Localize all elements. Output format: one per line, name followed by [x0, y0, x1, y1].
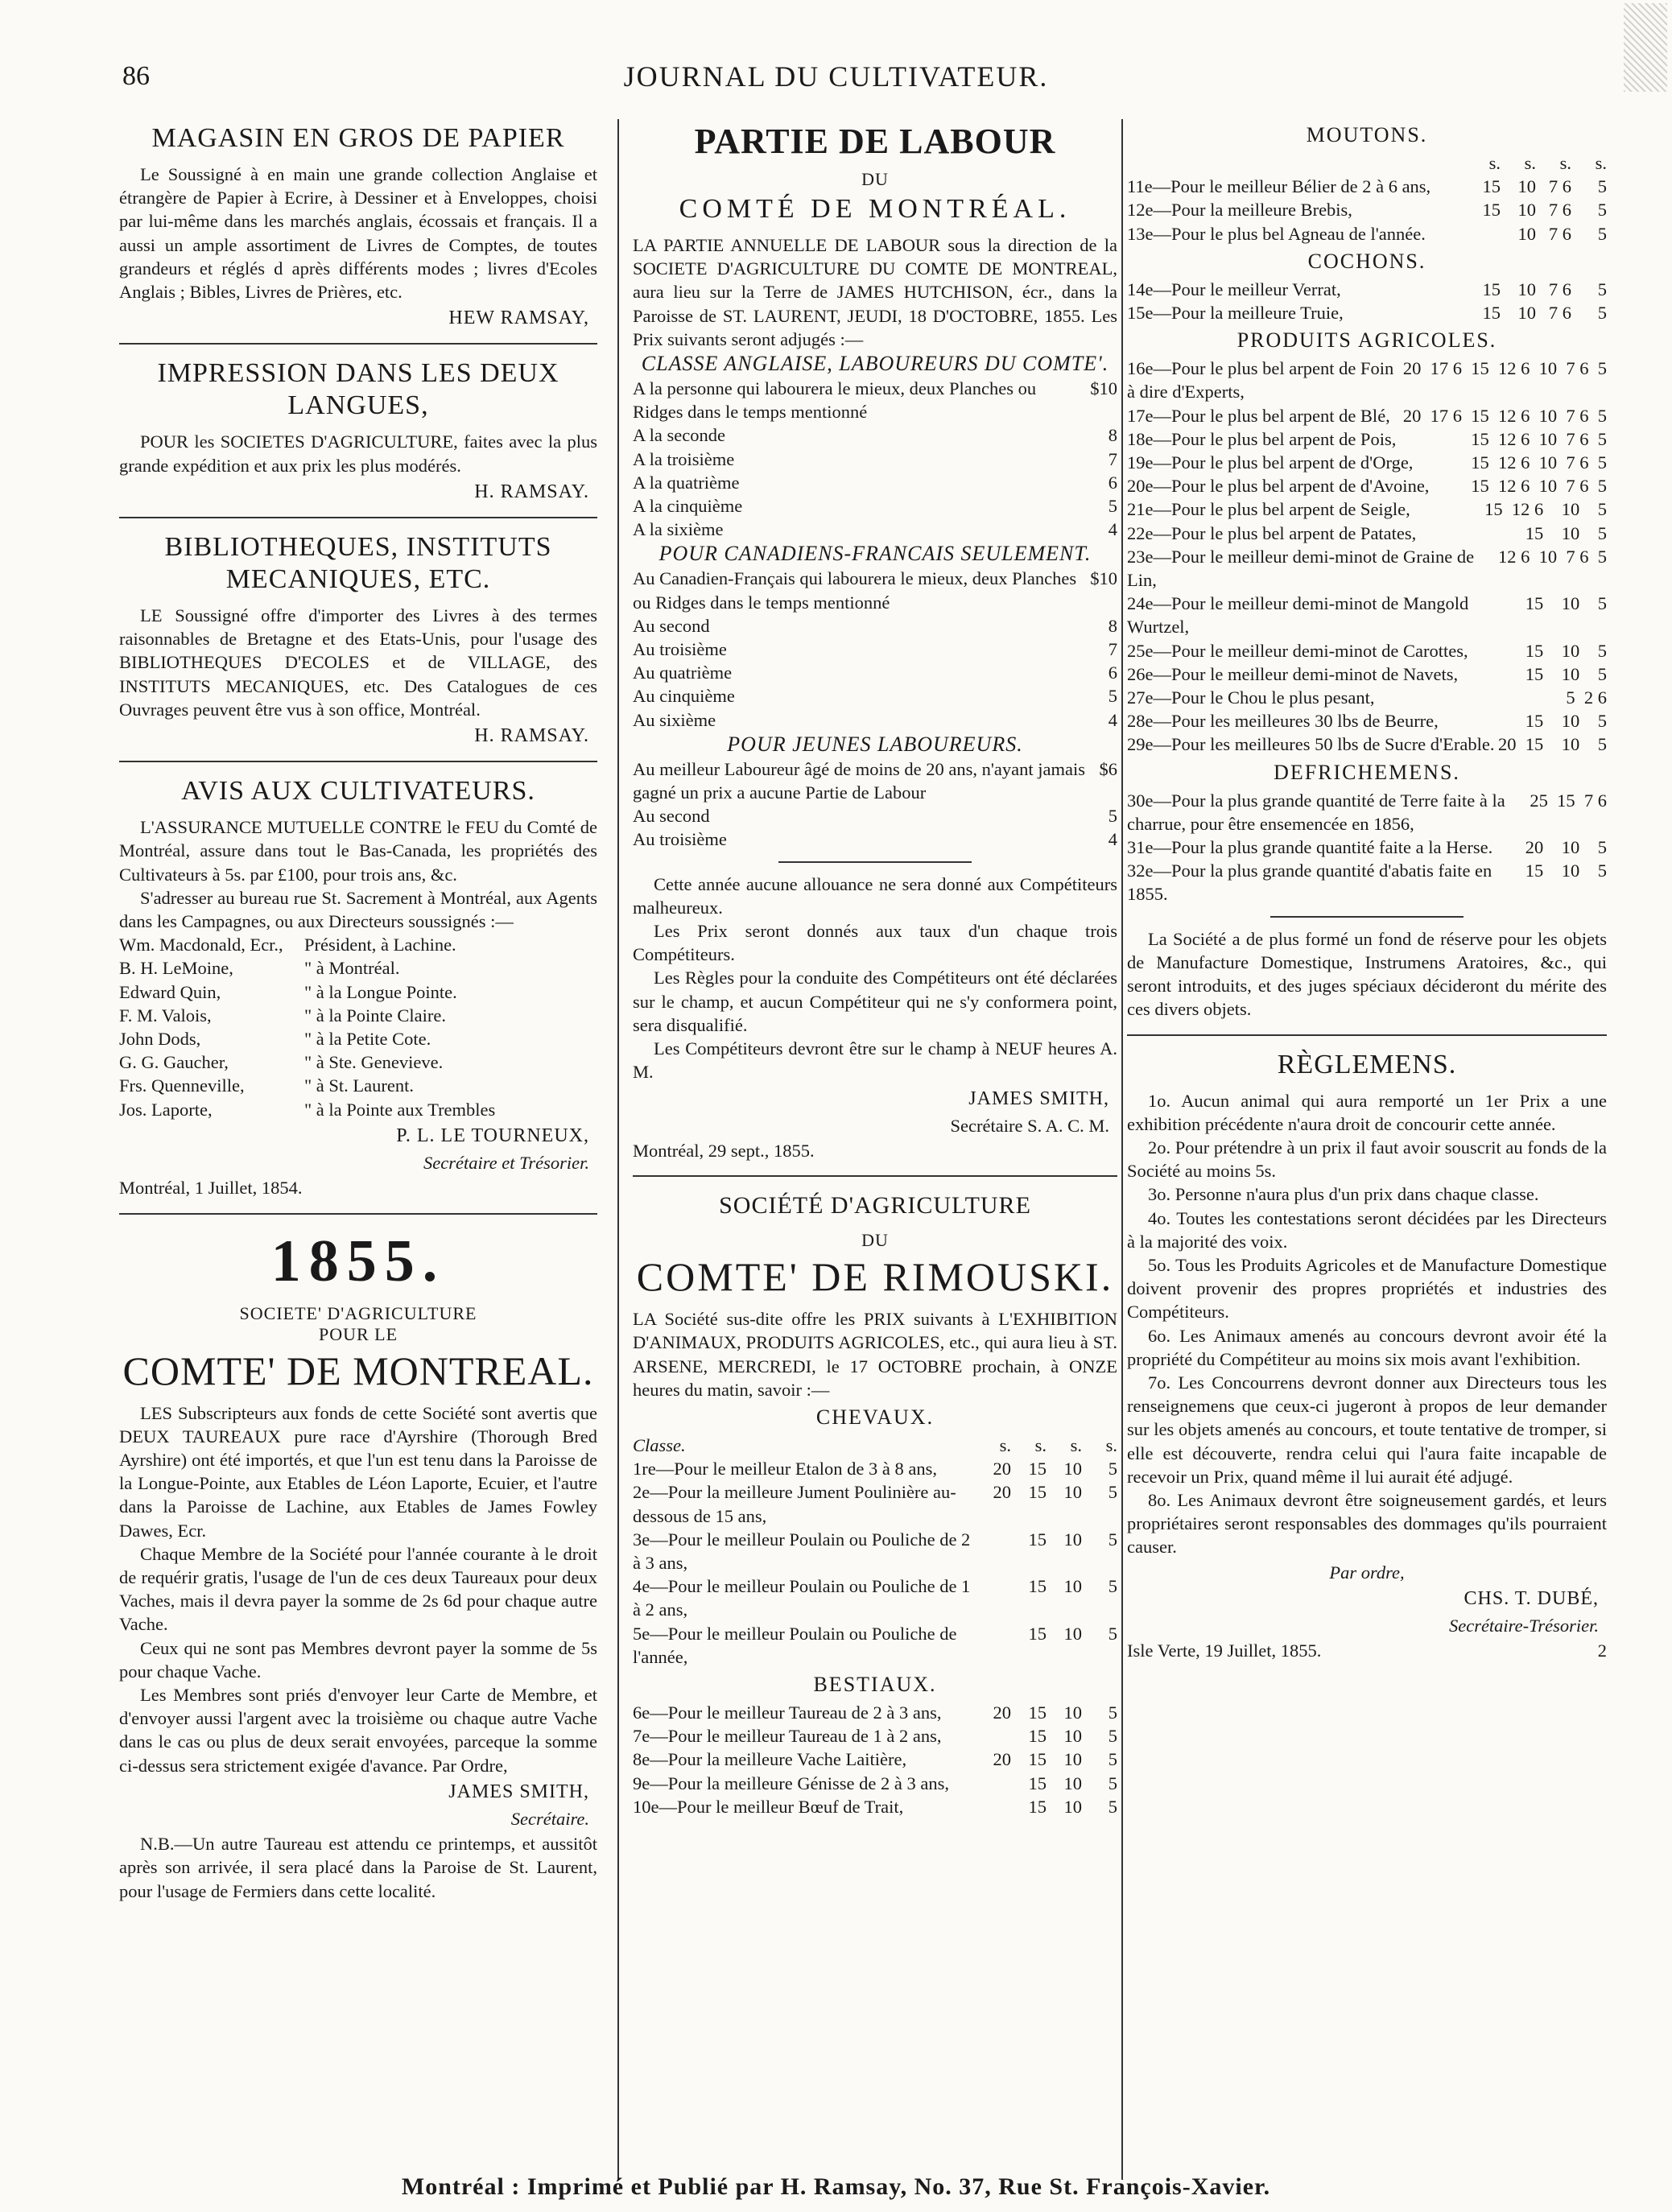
avis-title: AVIS AUX CULTIVATEURS.	[181, 776, 535, 807]
produit-row: 20e—Pour le plus bel arpent de d'Avoine, 15 12 6 10 7 6 5	[1127, 476, 1607, 497]
produit-row: 22e—Pour le plus bel arpent de Patates, 15 10 5	[1127, 522, 1607, 543]
labour-row: A la troisième 7	[633, 448, 1117, 469]
produit-row: 28e—Pour les meilleures 30 lbs de Beurre, 15 10 5	[1127, 711, 1607, 732]
societe-pour-le: POUR LE	[318, 1323, 398, 1344]
defrich-row: 32e—Pour la plus grande quantité d'abatis faite en 1855. 15 10 5	[1127, 860, 1607, 905]
director-row: G. G. Gaucher, " à Ste. Genevieve.	[119, 1052, 444, 1073]
labour-date: Montréal, 29 sept., 1855.	[633, 1140, 815, 1161]
par-ordre: Par ordre,	[1329, 1562, 1405, 1583]
signature-mark: 2	[1597, 1640, 1607, 1661]
labour-row: A la sixième 4	[633, 519, 1117, 540]
year-heading: 1855.	[270, 1228, 446, 1294]
labour-signature-title: Secrétaire S. A. C. M.	[950, 1115, 1109, 1136]
labour-signature: JAMES SMITH,	[968, 1087, 1109, 1109]
prize-row: 13e—Pour le plus bel Agneau de l'année. 10 7 6 5	[1127, 223, 1607, 244]
produit-row: 24e—Pour le meilleur demi-minot de Mangold Wurtzel, 15 10 5	[1127, 593, 1607, 638]
societe-p3: Ceux qui ne sont pas Membres devront payer la somme de 5s pour chaque Vache.	[119, 1637, 597, 1682]
director-row: Jos. Laporte, " à la Pointe aux Trembles	[119, 1099, 496, 1120]
defrich-heading: DEFRICHEMENS.	[1274, 760, 1460, 784]
reglemens-heading: RÈGLEMENS.	[1277, 1049, 1457, 1079]
dube-date: Isle Verte, 19 Juillet, 1855.	[1127, 1640, 1322, 1661]
bestiaux-heading: BESTIAUX.	[813, 1672, 937, 1696]
page-number: 86	[122, 61, 150, 91]
labour-note: Cette année aucune allouance ne sera donné aux Compétiteurs malheureux.	[633, 873, 1117, 918]
column-left	[119, 119, 597, 1903]
prize-row: 11e—Pour le meilleur Bélier de 2 à 6 ans, 15 10 7 6 5	[1127, 176, 1607, 197]
labour-note: Les Règles pour la conduite des Compétiteurs ont été déclarées sur le champ, et aucun Compétiteur qui ne s'y conformera point, sera disqualifié.	[633, 968, 1117, 1035]
labour-lead-row: Au meilleur Laboureur âgé de moins de 20 ans, n'ayant jamais gagné un prix a aucune Partie de Labour $6	[633, 758, 1117, 803]
societe-p1: LES Subscripteurs aux fonds de cette Société sont avertis que DEUX TAUREAUX pure race d'Ayrshire (Thorough Bred Ayrshire) ont été importés, et que l'un est tenu dans la Paroisse de la Longue-Pointe, aux Etables de Léon Laporte, Ecuier, et l'autre dans la Paroisse de Lachine, aux Etables de James Fowley Dawes, Ecr.	[119, 1402, 597, 1541]
divider	[119, 517, 597, 518]
prize-header: Classe. s. s. s. s.	[633, 1434, 1117, 1455]
dube-signature: CHS. T. DUBÉ,	[1464, 1587, 1599, 1609]
dube-date-row	[1127, 1639, 1607, 1662]
director-row: F. M. Valois, " à la Pointe Claire.	[119, 1005, 447, 1026]
labour-row: Au second 8	[633, 615, 1117, 636]
societe-nb: N.B.—Un autre Taureau est attendu ce printemps, et aussitôt après son arrivée, il sera placé dans la Paroise de St. Laurent, pour l'usage de Fermiers dans cette localité.	[119, 1834, 597, 1901]
societe-title: COMTE' DE MONTREAL.	[122, 1347, 594, 1393]
labour-row: Au troisième 4	[633, 829, 1117, 850]
rimouski-du: DU	[861, 1230, 889, 1251]
bibliotheques-title: BIBLIOTHEQUES, INSTITUTS MECANIQUES, ETC.	[164, 532, 552, 595]
labour-intro: LA PARTIE ANNUELLE DE LABOUR sous la direction de la SOCIETE D'AGRICULTURE DU COMTE DE MONTREAL, aura lieu sur la Terre de JAMES HUTCHISON, écr., dans la Paroisse de ST. LAURENT, JEUDI, 18 D'OCTOBRE, 1855. Les Prix suivants seront adjugés :—	[633, 235, 1117, 349]
divider	[1127, 1034, 1607, 1036]
produits-heading: PRODUITS AGRICOLES.	[1236, 328, 1497, 353]
labour-row: Au quatrième 6	[633, 662, 1117, 683]
avis-body: L'ASSURANCE MUTUELLE CONTRE le FEU du Comté de Montréal, assure dans tout le Bas-Canada, les propriétés des Cultivateurs à 5s. par £100, pour trois ans, &c.	[119, 817, 597, 885]
labour-row: A la cinquième 5	[633, 496, 1117, 517]
produit-row: 26e—Pour le meilleur demi-minot de Navets, 15 10 5	[1127, 663, 1607, 684]
prize-row: 8e—Pour la meilleure Vache Laitière, 20 15 10 5	[633, 1749, 1117, 1770]
labour-lead-row: Au Canadien-Français qui labourera le mieux, deux Planches ou Ridges dans le temps mentionné $10	[633, 568, 1117, 613]
societe-line: SOCIETE' D'AGRICULTURE	[239, 1302, 477, 1323]
prize-row: 6e—Pour le meilleur Taureau de 2 à 3 ans, 20 15 10 5	[633, 1702, 1117, 1723]
divider	[1270, 916, 1464, 918]
chevaux-heading: CHEVAUX.	[815, 1405, 935, 1429]
prize-row: 2e—Pour la meilleure Jument Poulinière au-dessous de 15 ans, 20 15 10 5	[633, 1482, 1117, 1526]
reglement-item: 2o. Pour prétendre à un prix il faut avoir souscrit au fonds de la Société au moins 5s.	[1127, 1137, 1607, 1182]
produit-row: 17e—Pour le plus bel arpent de Blé, 20 17 6 15 12 6 10 7 6 5	[1127, 405, 1607, 426]
bibliotheques-body: LE Soussigné offre d'importer des Livres à des termes raisonnables de Bretagne et des Etats-Unis, pour l'usage des BIBLIOTHEQUES D'ECOLES et de VILLAGE, des INSTITUTS MECANIQUES, etc. Des Catalogues de ces Ouvrages peuvent être vus à son office, Montréal.	[119, 605, 597, 720]
column-rule	[1121, 119, 1123, 2180]
reglement-item: 8o. Les Animaux devront être soigneusement gardés, et leurs propriétaires seront responsables des dommages qu'ils pourraient causer.	[1127, 1489, 1607, 1558]
labour-row: Au second 5	[633, 806, 1117, 827]
labour-comte: COMTÉ DE MONTRÉAL.	[679, 194, 1071, 224]
prize-row: 12e—Pour la meilleure Brebis, 15 10 7 6 5	[1127, 200, 1607, 221]
produit-row: 27e—Pour le Chou le plus pesant, 5 2 6	[1127, 687, 1607, 708]
column-rule	[617, 119, 619, 2180]
avis-signature: P. L. LE TOURNEUX,	[396, 1125, 589, 1146]
defrich-row: 31e—Pour la plus grande quantité faite a la Herse. 20 10 5	[1127, 837, 1607, 858]
magasin-body: Le Soussigné à en main une grande collection Anglaise et étrangère de Papier à Ecrire, à Dessiner et à Enveloppes, choisi par lui-même dans les marchés anglais, écossais et français. Il a aussi un ample assortiment de Livres de Comptes, de toutes grandeurs et réglés d après différents modes ; livres d'Ecoles Anglais ; Bibles, Livres de Prières, etc.	[119, 164, 597, 303]
dube-signature-title: Secrétaire-Trésorier.	[1448, 1615, 1599, 1636]
labour-row: Au troisième 7	[633, 639, 1117, 660]
societe-p4: Les Membres sont priés d'envoyer leur Carte de Membre, et d'envoyer aussi l'argent avec la troisième ou chaque autre Vache dans le cas ou plus de deux serait envoyées, parceque la somme ci-dessus sera strictement exigée d'avance. Par Ordre,	[119, 1684, 597, 1776]
prize-row: 1re—Pour le meilleur Etalon de 3 à 8 ans, 20 15 10 5	[633, 1459, 1117, 1479]
column-middle	[633, 119, 1117, 1818]
labour-title: PARTIE DE LABOUR	[694, 122, 1056, 161]
imprint-footer: Montréal : Imprimé et Publié par H. Ramsay, No. 37, Rue St. François-Xavier.	[401, 2173, 1271, 2200]
divider	[119, 343, 597, 345]
rimouski-line: SOCIÉTÉ D'AGRICULTURE	[719, 1192, 1031, 1219]
impression-title: IMPRESSION DANS LES DEUX LANGUES,	[157, 358, 559, 421]
produit-row: 21e—Pour le plus bel arpent de Seigle, 15 12 6 10 5	[1127, 499, 1607, 520]
produit-row: 25e—Pour le meilleur demi-minot de Carottes, 15 10 5	[1127, 640, 1607, 661]
director-row: John Dods, " à la Petite Cote.	[119, 1029, 431, 1050]
fund-note: La Société a de plus formé un fond de réserve pour les objets de Manufacture Domestique, Instrumens Aratoires, &c., qui seront introduits, et des juges spéciaux décideront du mérite des ces divers objets.	[1127, 928, 1607, 1020]
reglement-item: 6o. Les Animaux amenés au concours devront avoir été la propriété du Compétiteur au moins six mois avant l'exhibition.	[1127, 1325, 1607, 1369]
bibliotheques-signature: H. RAMSAY.	[474, 725, 589, 747]
prize-row: 10e—Pour le meilleur Bœuf de Trait, 15 10 5	[633, 1796, 1117, 1817]
labour-section-heading: CLASSE ANGLAISE, LABOUREURS DU COMTE'.	[641, 352, 1109, 376]
labour-section-heading: POUR CANADIENS-FRANCAIS SEULEMENT.	[658, 542, 1092, 566]
rimouski-title: COMTE' DE RIMOUSKI.	[636, 1254, 1114, 1300]
divider	[633, 1175, 1117, 1177]
societe-signature: JAMES SMITH,	[448, 1781, 589, 1802]
rimouski-intro: LA Société sus-dite offre les PRIX suivants à L'EXHIBITION D'ANIMAUX, PRODUITS AGRICOLES, etc., qui aura lieu à ST. ARSENE, MERCREDI, le 17 OCTOBRE prochain, à ONZE heures du matin, savoir :—	[633, 1309, 1117, 1400]
prize-row: 5e—Pour le meilleur Poulain ou Pouliche de l'année, 15 10 5	[633, 1623, 1117, 1667]
produit-row: 29e—Pour les meilleures 50 lbs de Sucre d'Erable. 20 15 10 5	[1127, 734, 1607, 755]
avis-body-2: S'adresser au bureau rue St. Sacrement à Montréal, aux Agents dans les Campagnes, ou aux Directeurs soussignés :—	[119, 887, 597, 932]
reglement-item: 1o. Aucun animal qui aura remporté un 1er Prix a une exhibition précédente n'aura droit de concourir cette année.	[1127, 1090, 1607, 1134]
director-row: B. H. LeMoine, " à Montréal.	[119, 958, 400, 979]
labour-row: Au cinquième 5	[633, 686, 1117, 707]
labour-note: Les Prix seront donnés aux taux d'un chaque trois Compétiteurs.	[633, 921, 1117, 965]
avis-date: Montréal, 1 Juillet, 1854.	[119, 1178, 303, 1199]
labour-row: A la quatrième 6	[633, 472, 1117, 493]
cochons-heading: COCHONS.	[1307, 249, 1426, 273]
societe-signature-title: Secrétaire.	[510, 1808, 589, 1829]
divider	[119, 1213, 597, 1215]
labour-lead-row: A la personne qui labourera le mieux, deux Planches ou Ridges dans le temps mentionné $10	[633, 378, 1117, 423]
produit-row: 16e—Pour le plus bel arpent de Foin à dire d'Experts, 20 17 6 15 12 6 10 7 6 5	[1127, 358, 1607, 402]
societe-p2: Chaque Membre de la Société pour l'année courante à le droit de requérir gratis, l'usage de l'un de ces deux Taureaux pour deux Vaches, mais il devra payer la somme de 2s 6d pour chaque autre Vache.	[119, 1543, 597, 1635]
director-row: Frs. Quenneville, " à St. Laurent.	[119, 1075, 415, 1096]
moutons-heading: MOUTONS.	[1306, 123, 1428, 147]
directors-list	[119, 933, 597, 1121]
labour-du: DU	[861, 169, 889, 189]
impression-body: POUR les SOCIETES D'AGRICULTURE, faites avec la plus grande expédition et aux prix les plus modérés.	[119, 431, 597, 476]
magasin-signature: HEW RAMSAY,	[448, 307, 589, 329]
labour-section-heading: POUR JEUNES LABOUREURS.	[727, 732, 1023, 756]
defrich-row: 30e—Pour la plus grande quantité de Terre faite à la charrue, pour être ensemencée en 1856, 25 15 7 6	[1127, 790, 1607, 834]
divider	[778, 861, 972, 863]
column-right	[1127, 119, 1607, 1662]
prize-row: 4e—Pour le meilleur Poulain ou Pouliche de 1 à 2 ans, 15 10 5	[633, 1576, 1117, 1620]
prize-row: 15e—Pour la meilleure Truie, 15 10 7 6 5	[1127, 303, 1607, 324]
labour-row: A la seconde 8	[633, 425, 1117, 446]
prize-header: s. s. s. s.	[1488, 153, 1607, 173]
labour-row: Au sixième 4	[633, 709, 1117, 730]
produit-row: 18e—Pour le plus bel arpent de Pois, 15 12 6 10 7 6 5	[1127, 428, 1607, 449]
reglement-item: 4o. Toutes les contestations seront décidées par les Directeurs à la majorité des voix.	[1127, 1207, 1607, 1252]
running-title: JOURNAL DU CULTIVATEUR.	[623, 60, 1049, 93]
labour-note: Les Compétiteurs devront être sur le champ à NEUF heures A. M.	[633, 1038, 1117, 1083]
reglement-item: 7o. Les Concourrens devront donner aux Directeurs tous les renseignemens que ceux-ci jugeront à propos de leur demander sur les objets amenés au concours, et toute tentative de tromper, si elle est découverte, rendra celui qui l'aura faite incapable de recevoir un Prix, quand même il lui aurait été adjugé.	[1127, 1372, 1607, 1487]
divider	[119, 761, 597, 762]
prize-row: 14e—Pour le meilleur Verrat, 15 10 7 6 5	[1127, 279, 1607, 299]
prize-row: 3e—Pour le meilleur Poulain ou Pouliche de 2 à 3 ans, 15 10 5	[633, 1529, 1117, 1573]
prize-row: 7e—Pour le meilleur Taureau de 1 à 2 ans, 15 10 5	[633, 1726, 1117, 1747]
prize-row: 9e—Pour la meilleure Génisse de 2 à 3 ans, 15 10 5	[633, 1772, 1117, 1793]
impression-signature: H. RAMSAY.	[474, 481, 589, 502]
produit-row: 23e—Pour le meilleur demi-minot de Graine de Lin, 12 6 10 7 6 5	[1127, 546, 1607, 591]
director-row: Wm. Macdonald, Ecr., Président, à Lachine.	[119, 935, 456, 955]
produit-row: 19e—Pour le plus bel arpent de d'Orge, 15 12 6 10 7 6 5	[1127, 452, 1607, 473]
reglement-item: 3o. Personne n'aura plus d'un prix dans chaque classe.	[1148, 1184, 1539, 1205]
magasin-title: MAGASIN EN GROS DE PAPIER	[151, 123, 565, 153]
reglement-item: 5o. Tous les Produits Agricoles et de Manufacture Domestique doivent provenir des propres propriétés et industries des Compétiteurs.	[1127, 1254, 1607, 1323]
director-row: Edward Quin, " à la Longue Pointe.	[119, 981, 457, 1002]
avis-signature-title: Secrétaire et Trésorier.	[423, 1153, 589, 1174]
